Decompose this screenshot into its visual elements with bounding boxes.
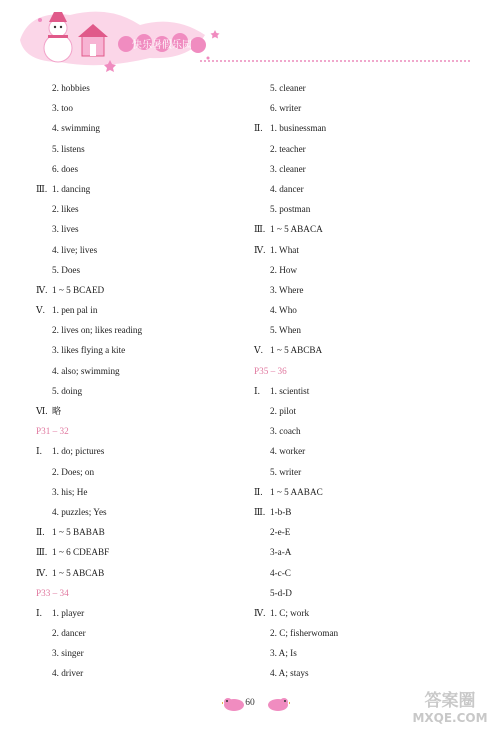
answer-text: 3. likes flying a kite <box>52 345 126 356</box>
answer-text: 5. writer <box>270 466 302 477</box>
answer-text: 3. too <box>52 103 73 114</box>
answer-text: 1. C; work <box>270 607 310 618</box>
answer-text: 1. What <box>270 244 299 255</box>
page-number: 60 <box>245 698 255 708</box>
answer-text: 5-d-D <box>270 587 292 598</box>
answer-text: 1. dancing <box>52 183 91 194</box>
section-numeral: Ⅰ. <box>36 446 42 457</box>
answer-text: 5. doing <box>52 385 83 396</box>
answer-text: 4. worker <box>270 446 306 457</box>
section-numeral: Ⅵ. <box>36 406 48 416</box>
site-watermark <box>404 688 496 726</box>
answer-text: 3. singer <box>52 648 84 659</box>
section-numeral: Ⅳ. <box>36 284 48 295</box>
answer-text: 4. A; stays <box>270 668 309 679</box>
answer-text: 3. lives <box>52 224 79 235</box>
answer-text: 2. How <box>270 264 298 275</box>
watermark-line2: MXQE.COM <box>412 711 488 725</box>
answer-text: 6. writer <box>270 103 302 114</box>
section-numeral: Ⅴ. <box>36 305 45 316</box>
answer-text: 2-e-E <box>270 527 291 538</box>
answer-text: 4. live; lives <box>52 244 98 255</box>
answer-text: 4. Who <box>270 305 297 316</box>
answer-text: 1. scientist <box>270 385 310 396</box>
section-numeral: Ⅳ. <box>36 567 48 578</box>
answer-text: 4. swimming <box>52 123 100 134</box>
answer-text: 4. also; swimming <box>52 365 120 376</box>
answer-text: 略 <box>52 406 62 416</box>
header-dotted-rule <box>200 60 470 62</box>
section-numeral: Ⅰ. <box>254 385 260 396</box>
answer-text: 1 ~ 5 ABACA <box>270 224 323 235</box>
answer-text: 2. pilot <box>270 406 297 416</box>
answer-text: 3. A; Is <box>270 648 297 659</box>
answer-text: 5. listens <box>52 143 85 154</box>
answer-text: 1. do; pictures <box>52 446 105 457</box>
answer-text: 2. hobbies <box>52 83 90 93</box>
header-decoration <box>0 0 500 80</box>
answer-text: 3. cleaner <box>270 163 306 174</box>
answer-text: 6. does <box>52 163 79 174</box>
answer-text: 5. When <box>270 325 301 336</box>
section-numeral: Ⅲ. <box>36 183 48 194</box>
answer-text: 2. Does; on <box>52 466 95 477</box>
answer-text: 5. cleaner <box>270 83 306 93</box>
answer-text: 1 ~ 5 ABCBA <box>270 345 323 356</box>
page-range-label: P31 – 32 <box>36 426 69 437</box>
right-bird-icon <box>266 694 290 712</box>
page-range-label: P33 – 34 <box>36 587 69 598</box>
section-numeral: Ⅱ. <box>254 486 263 497</box>
section-numeral: Ⅲ. <box>36 547 48 558</box>
answer-text: 1. pen pal in <box>52 305 98 316</box>
header-logo-text: 快乐暑假乐园 <box>132 40 192 51</box>
answer-text: 1-b-B <box>270 506 292 517</box>
answer-text: 1. businessman <box>270 123 327 134</box>
page-range-label: P35 – 36 <box>254 365 287 376</box>
answer-text: 4-c-C <box>270 567 291 578</box>
answer-text: 2. dancer <box>52 628 86 639</box>
section-numeral: Ⅰ. <box>36 607 42 618</box>
answer-text: 4. driver <box>52 668 84 679</box>
answer-text: 1 ~ 5 BCAED <box>52 284 105 295</box>
answer-text: 2. likes <box>52 204 79 215</box>
section-numeral: Ⅴ. <box>254 345 263 356</box>
answer-text: 3. coach <box>270 426 301 437</box>
answer-text: 1. player <box>52 607 85 618</box>
answer-text: 3-a-A <box>270 547 292 558</box>
page-header <box>0 0 500 80</box>
answer-text: 5. postman <box>270 204 311 215</box>
section-numeral: Ⅱ. <box>254 123 263 134</box>
section-numeral: Ⅲ. <box>254 506 266 517</box>
answer-text: 4. puzzles; Yes <box>52 506 107 517</box>
section-numeral: Ⅱ. <box>36 527 45 538</box>
answer-text: 1 ~ 5 BABAB <box>52 527 105 538</box>
answer-text: 1 ~ 5 ABCAB <box>52 567 105 578</box>
watermark-line1: 答案圈 <box>424 691 476 711</box>
answer-text: 2. C; fisherwoman <box>270 628 339 639</box>
answer-text: 3. Where <box>270 284 304 295</box>
section-numeral: Ⅳ. <box>254 244 266 255</box>
answer-text: 5. Does <box>52 264 81 275</box>
answer-text: 2. lives on; likes reading <box>52 325 143 336</box>
answer-text: 1 ~ 6 CDEABF <box>52 547 110 558</box>
section-numeral: Ⅲ. <box>254 224 266 235</box>
answer-text: 3. his; He <box>52 486 88 497</box>
answer-text: 2. teacher <box>270 143 306 154</box>
section-numeral: Ⅳ. <box>254 607 266 618</box>
answer-text: 1 ~ 5 AABAC <box>270 486 323 497</box>
answer-text: 4. dancer <box>270 183 304 194</box>
